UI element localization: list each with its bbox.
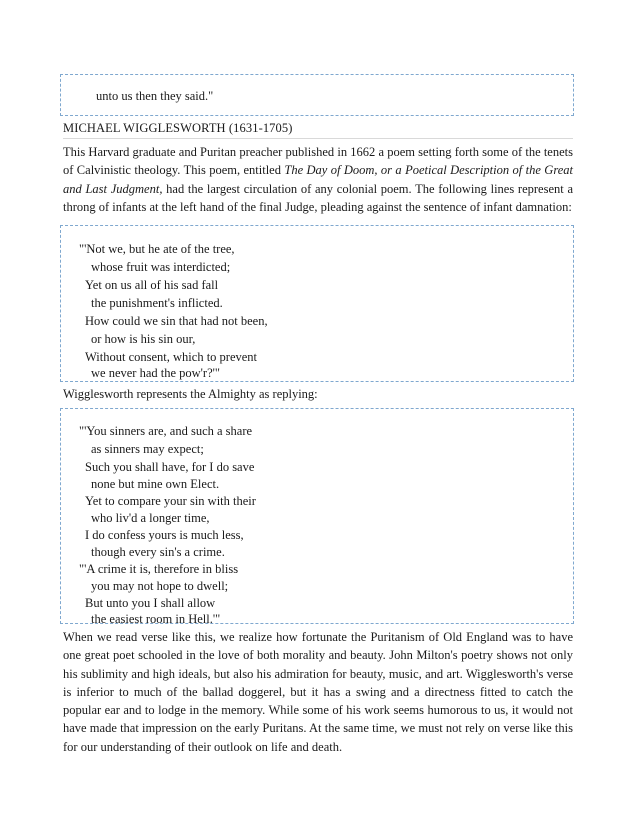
poem-line: Yet to compare your sin with their	[85, 494, 256, 508]
poem-line: whose fruit was interdicted;	[91, 260, 231, 274]
poem-line: we never had the pow'r?'"	[91, 366, 220, 380]
intro-paragraph	[63, 143, 573, 216]
intro-text-before: This Harvard graduate and Puritan preacher published in 1662 a poem setting forth some of the tenets of Calvinistic theology. This poem, entitled	[63, 145, 573, 178]
poem-line: "'Not we, but he ate of the tree,	[79, 242, 235, 256]
poem-line: Such you shall have, for I do save	[85, 460, 255, 474]
poem-line: How could we sin that had not been,	[85, 314, 268, 328]
poem-line: I do confess yours is much less,	[85, 528, 244, 542]
quote-line: unto us then they said."	[96, 89, 214, 103]
heading-divider	[63, 138, 573, 139]
poem-line: you may not hope to dwell;	[91, 579, 229, 593]
section-heading: MICHAEL WIGGLESWORTH (1631-1705)	[63, 121, 293, 135]
poem-line: the easiest room in Hell.'"	[91, 612, 221, 626]
poem-line: But unto you I shall allow	[85, 596, 216, 610]
closing-paragraph: When we read verse like this, we realize how fortunate the Puritanism of Old England was to have one great poet schooled in the love of both morality and beauty. John Milton's poetry shows not only his sublimity and high ideals, but also his admiration for beauty, music, and art. Wigglesworth's verse is inferior to much of the ballad doggerel, but it has a swing and a directness fitted to catch the popular ear and to lodge in the memory. While some of his work seems humorous to us, it would not have made that impression on the early Puritans. At the same time, we must not rely on verse like this for our understanding of their outlook on life and death.	[63, 630, 573, 754]
poem-line: or how is his sin our,	[91, 332, 196, 346]
poem-line: "'A crime it is, therefore in bliss	[79, 562, 239, 576]
transition-text: Wigglesworth represents the Almighty as replying:	[63, 387, 318, 401]
poem-title: The Day of Doom, or a Poetical Description of the Great and Last Judgment,	[63, 163, 573, 196]
poem-line: who liv'd a longer time,	[91, 511, 210, 525]
poem-line: though every sin's a crime.	[91, 545, 225, 559]
poem-line: Without consent, which to prevent	[85, 350, 258, 364]
poem-line: "'You sinners are, and such a share	[79, 424, 253, 438]
poem-line: none but mine own Elect.	[91, 477, 220, 491]
poem-line: as sinners may expect;	[91, 442, 204, 456]
poem-line: Yet on us all of his sad fall	[85, 278, 219, 292]
poem-line: the punishment's inflicted.	[91, 296, 223, 310]
intro-text-after: had the largest circulation of any colonial poem. The following lines represent a throng of infants at the left hand of the final Judge, pleading against the sentence of infant damnation:	[63, 181, 574, 214]
